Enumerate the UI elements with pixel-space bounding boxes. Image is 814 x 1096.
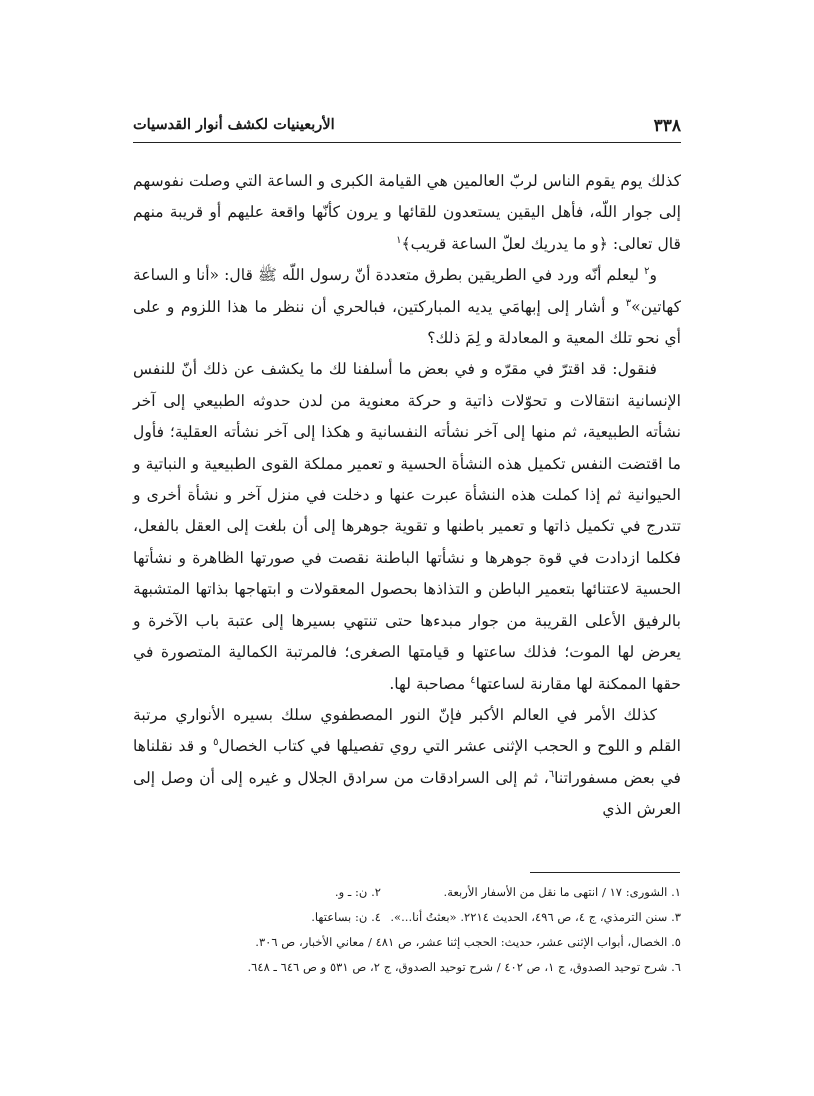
paragraph-2: و$^٢$ ليعلم أنّه ورد في الطريقين بطرق متعددة أنّ رسول اللّه ﷺ قال: «أنا و الساعة كهاتين»$^٣$ و أشار إلى إبهامَي يديه المباركتين، فبالحري أن ننظر ما هذا اللزوم و على أي نحو تلك المعية و المعادلة و لِمَ ذلك؟	[133, 266, 681, 348]
running-title: الأربعينيات لكشف أنوار القدسيات	[133, 116, 335, 133]
footnote-ref-3: ٣	[625, 297, 632, 309]
footnote-3: ٣. سنن الترمذي، ج ٤، ص ٤٩٦، الحديث ٢٢١٤. «بعثتُ أنا...».	[390, 910, 681, 924]
footnotes	[133, 880, 681, 980]
footnote-row	[133, 880, 681, 905]
footnote-ref-5: ٥	[213, 737, 219, 749]
paragraph-4: كذلك الأمر في العالم الأكبر فإنّ النور المصطفوي سلك بسيره الأنواري مرتبة القلم و اللوح و الحجب الإثنى عشر التي روي تفصيلها في كتاب الخصال$^٥$ و قد نقلناها في بعض مسفوراتنا$^٦$، ثم إلى السرادقات من سرادق الجلال و غيره إلى أن وصل إلى العرش الذي	[133, 705, 681, 819]
footnote-ref-4: ٤	[470, 674, 476, 686]
running-header	[133, 112, 681, 142]
header-rule	[133, 142, 681, 143]
footnote-ref-6: ٦	[548, 768, 555, 780]
main-text	[133, 166, 681, 826]
footnote-ref-2: ٢	[644, 266, 650, 278]
footnote-2: ٢. ن: ـ و.	[334, 885, 381, 899]
footnote-1: ١. الشورى: ١٧ / انتهى ما نقل من الأسفار الأربعة.	[443, 885, 681, 899]
footnote-6: ٦. شرح توحيد الصدوق، ج ١، ص ٤٠٢ / شرح توحيد الصدوق، ج ٢، ص ٥٣١ و ص ٦٤٦ ـ ٦٤٨.	[247, 960, 681, 974]
footnote-row	[133, 955, 681, 980]
footnote-row	[133, 905, 681, 930]
footnote-5: ٥. الخصال، أبواب الإثنى عشر، حديث: الحجب إثنا عشر، ص ٤٨١ / معاني الأخبار، ص ٣٠٦.	[255, 935, 681, 949]
footnote-4: ٤. ن: بساعتها.	[311, 910, 381, 924]
footnote-ref-1: ١	[396, 234, 402, 246]
paragraph-1: كذلك يوم يقوم الناس لربّ العالمين هي القيامة الكبرى و الساعة التي وصلت نفوسهم إلى جوار اللّه، فأهل اليقين يستعدون للقائها و يرون كأنّها واقعة عليهم أو قريبة منهم قال تعالى: ﴿و ما يدريك لعلّ الساعة قريب﴾$^١$	[133, 172, 681, 253]
footnote-row	[133, 930, 681, 955]
footnote-rule	[530, 872, 680, 873]
paragraph-3: فنقول: قد اقترّ في مقرّه و في بعض ما أسلفنا لك ما يكشف عن ذلك أنّ للنفس الإنسانية انتقالات و تحوّلات ذاتية و حركة معنوية من لدن حدوثه الطبيعي إلى آخر نشأته الطبيعية، ثم منها إلى آخر نشأته النفسانية و هكذا إلى آخر نشأته العقلية؛ فأول ما اقتضت النفس تكميل هذه النشأة الحسية و تعمير مملكة القوى الطبيعية و النباتية و الحيوانية ثم إذا كملت هذه النشأة عبرت عنها و دخلت في منزل آخر و نشأة أخرى و تتدرج في تكميل ذاتها و تعمير باطنها و تقوية جوهرها إلى أن بلغت إلى العقل بالفعل، فكلما ازدادت في قوة جوهرها و نشأتها الباطنة نقصت في صورتها الظاهرة و نشأتها الحسية لاعتنائها بتعمير الباطن و التذاذها بحصول المعقولات و ابتهاجها بذاتها المتشبهة بالرفيق الأعلى القريبة من جوار مبدءها حتى تنتهي بسيرها إلى عتبة باب الآخرة و يعرض لها الموت؛ فذلك ساعتها و قيامتها الصغرى؛ فالمرتبة الكمالية المتصورة في حقها الممكنة لها مقارنة لساعتها$^٤$ مصاحبة لها.	[133, 360, 681, 693]
page-number: ٣٣٨	[653, 116, 681, 136]
